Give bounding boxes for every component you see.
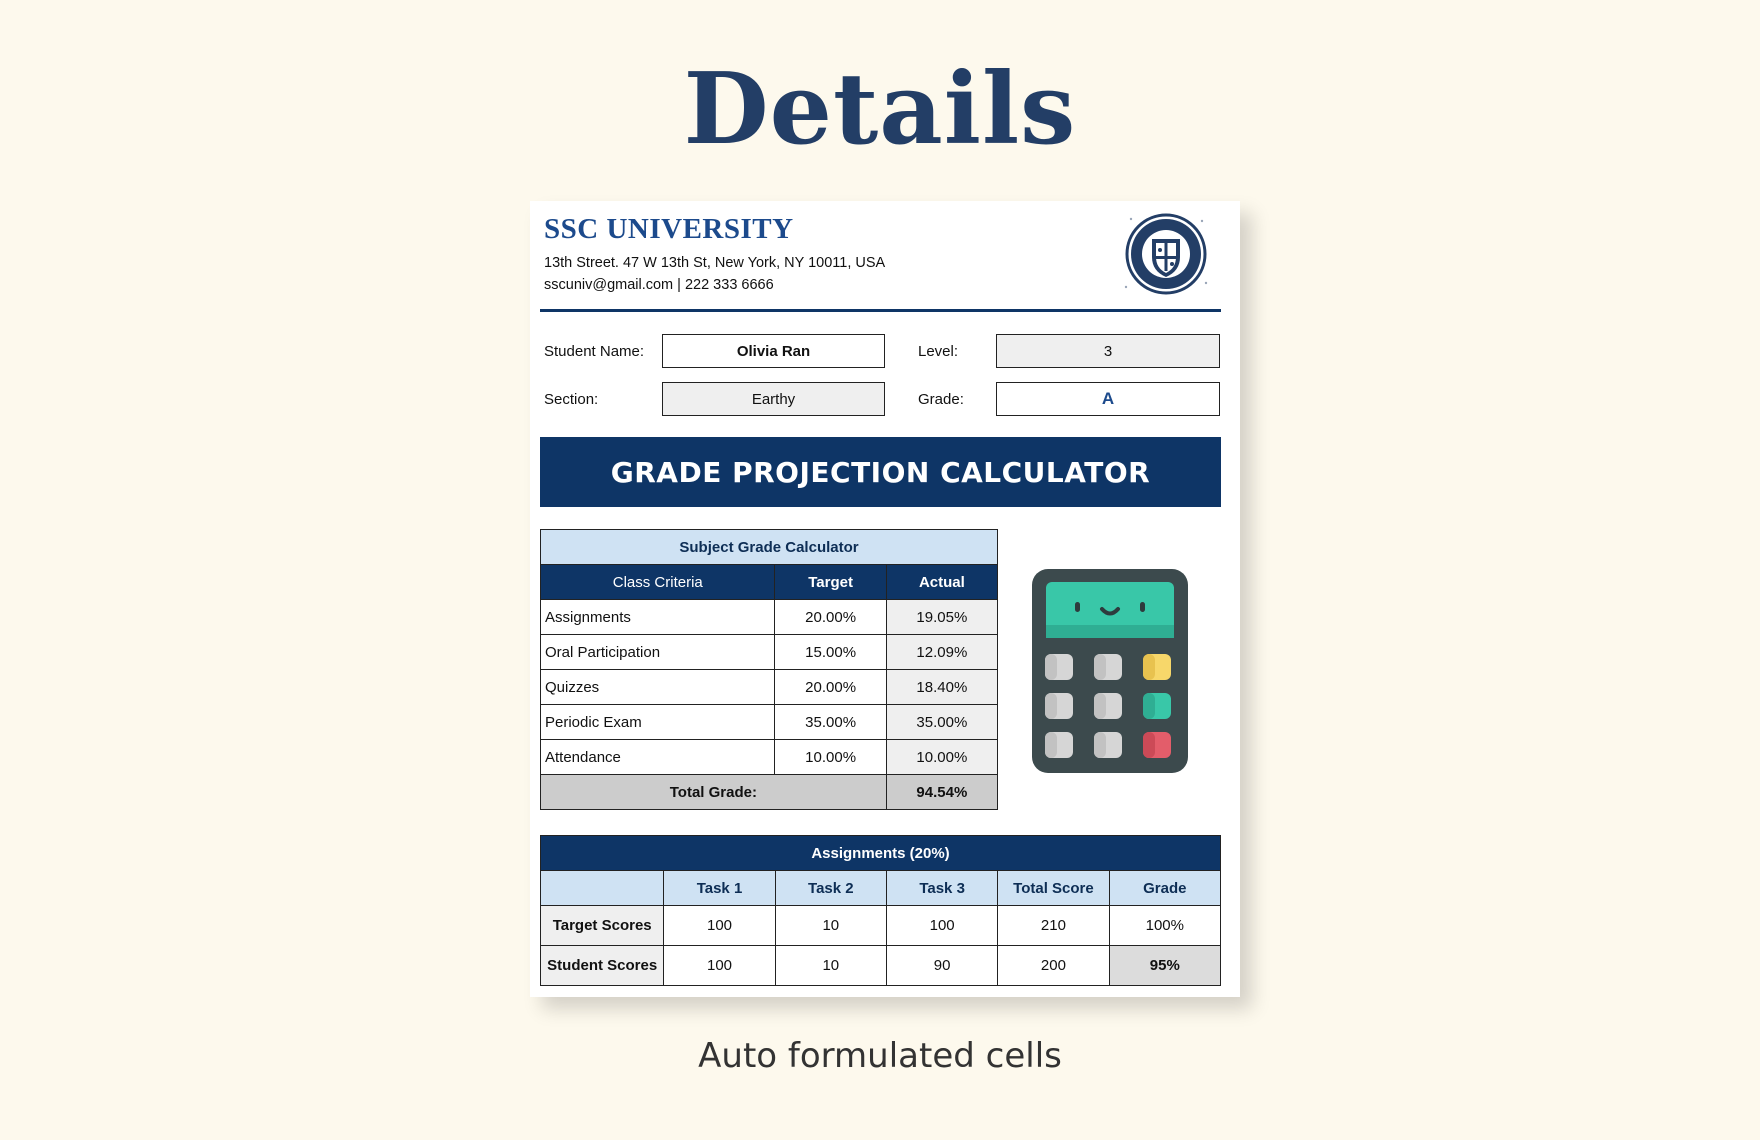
column-header: Task 2 <box>775 871 886 906</box>
subject-grade-table <box>540 529 998 810</box>
assignments-table <box>540 835 1221 986</box>
subject-table-title: Subject Grade Calculator <box>541 530 998 565</box>
target-cell[interactable]: 20.00% <box>775 670 886 705</box>
table-row <box>541 600 998 635</box>
calculator-icon <box>1030 567 1190 775</box>
calculator-banner: GRADE PROJECTION CALCULATOR <box>540 437 1221 507</box>
level-field[interactable]: 3 <box>996 334 1220 368</box>
row-label: Target Scores <box>541 906 664 946</box>
score-cell[interactable]: 100 <box>664 946 775 986</box>
table-row <box>541 705 998 740</box>
score-cell[interactable]: 100 <box>664 906 775 946</box>
student-name-field[interactable]: Olivia Ran <box>662 334 885 368</box>
section-field[interactable]: Earthy <box>662 382 885 416</box>
column-header <box>541 871 664 906</box>
column-header: Grade <box>1109 871 1220 906</box>
actual-cell[interactable]: 10.00% <box>886 740 997 775</box>
criteria-cell[interactable]: Attendance <box>541 740 775 775</box>
score-cell[interactable]: 90 <box>886 946 997 986</box>
table-row <box>541 946 1221 986</box>
target-cell[interactable]: 15.00% <box>775 635 886 670</box>
target-cell[interactable]: 10.00% <box>775 740 886 775</box>
score-cell[interactable]: 10 <box>775 946 886 986</box>
actual-cell[interactable]: 12.09% <box>886 635 997 670</box>
score-cell[interactable]: 100 <box>886 906 997 946</box>
grade-cell[interactable]: 100% <box>1109 906 1220 946</box>
column-header: Class Criteria <box>541 565 775 600</box>
grade-label: Grade: <box>918 391 964 408</box>
target-cell[interactable]: 20.00% <box>775 600 886 635</box>
university-address: 13th Street. 47 W 13th St, New York, NY 10011, USA <box>544 255 886 271</box>
column-header: Target <box>775 565 886 600</box>
criteria-cell[interactable]: Assignments <box>541 600 775 635</box>
actual-cell[interactable]: 19.05% <box>886 600 997 635</box>
grade-cell[interactable]: 95% <box>1109 946 1220 986</box>
grade-field[interactable]: A <box>996 382 1220 416</box>
criteria-cell[interactable]: Periodic Exam <box>541 705 775 740</box>
target-cell[interactable]: 35.00% <box>775 705 886 740</box>
total-row <box>541 775 998 810</box>
academy-seal-icon <box>1116 207 1216 301</box>
column-header: Task 1 <box>664 871 775 906</box>
actual-cell[interactable]: 18.40% <box>886 670 997 705</box>
level-label: Level: <box>918 343 959 360</box>
column-header: Actual <box>886 565 997 600</box>
student-name-label: Student Name: <box>544 343 645 360</box>
caption: Auto formulated cells <box>698 1036 1062 1076</box>
section-label: Section: <box>544 391 599 408</box>
header-divider <box>540 309 1221 312</box>
university-name: SSC UNIVERSITY <box>544 213 794 245</box>
table-row <box>541 906 1221 946</box>
score-cell[interactable]: 200 <box>998 946 1109 986</box>
total-grade-label: Total Grade: <box>541 775 887 810</box>
table-row <box>541 740 998 775</box>
university-contact: sscuniv@gmail.com | 222 333 6666 <box>544 277 774 293</box>
score-cell[interactable]: 210 <box>998 906 1109 946</box>
assignments-table-title: Assignments (20%) <box>541 836 1221 871</box>
row-label: Student Scores <box>541 946 664 986</box>
criteria-cell[interactable]: Quizzes <box>541 670 775 705</box>
report-sheet <box>530 201 1240 997</box>
page-title: Details <box>683 52 1077 167</box>
total-grade-value[interactable]: 94.54% <box>886 775 997 810</box>
column-header: Task 3 <box>886 871 997 906</box>
table-row <box>541 670 998 705</box>
column-header: Total Score <box>998 871 1109 906</box>
actual-cell[interactable]: 35.00% <box>886 705 997 740</box>
criteria-cell[interactable]: Oral Participation <box>541 635 775 670</box>
table-row <box>541 635 998 670</box>
score-cell[interactable]: 10 <box>775 906 886 946</box>
